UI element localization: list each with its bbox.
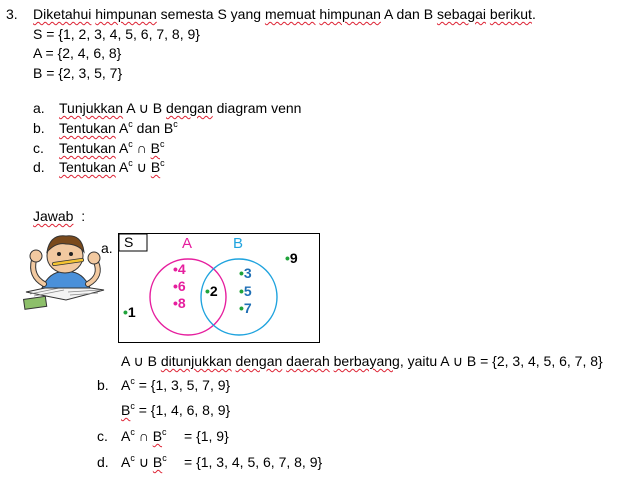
set-s: S = {1, 2, 3, 4, 5, 6, 7, 8, 9} (33, 26, 200, 42)
venn-element: •6 (173, 278, 186, 294)
venn-element: •3 (239, 265, 252, 281)
venn-element: •5 (239, 283, 252, 299)
question-number: 3. (6, 6, 18, 22)
answer-c-value: = {1, 9} (184, 428, 229, 444)
answer-c-expr: $A^c$ ∩ $B^c$ (121, 427, 167, 444)
student-clipart-icon (20, 230, 108, 316)
answer-a-letter: a. (101, 240, 113, 256)
venn-element: •4 (173, 261, 186, 277)
universe-label: S (124, 234, 134, 250)
venn-diagram (118, 233, 320, 343)
venn-element: •8 (173, 295, 186, 311)
venn-element: •9 (285, 250, 298, 266)
task-d-letter: d. (33, 159, 45, 175)
task-c-text: Tentukan $A^c$ ∩ $B^c$ (59, 139, 165, 156)
task-a-text: Tunjukkan A ∪ B dengan diagram venn (59, 100, 302, 116)
venn-element: •7 (239, 300, 252, 316)
answer-b-bc: $B^c = \{1$, 4, 6, 8, 9} (121, 401, 231, 418)
venn-element: •2 (205, 283, 218, 299)
answer-d-value: = {1, 3, 4, 5, 6, 7, 8, 9} (184, 454, 323, 470)
set-b-label: B (233, 235, 244, 252)
task-d-text: Tentukan $A^c$ ∪ $B^c$ (59, 158, 165, 175)
venn-element: •1 (123, 304, 136, 320)
answer-d-letter: d. (97, 454, 109, 470)
answer-b-ac: $A^c = \{1$, 3, 5, 7, 9} (121, 376, 231, 393)
answer-b-letter: b. (97, 377, 109, 393)
task-c-letter: c. (33, 140, 44, 156)
task-b-text: Tentukan $A^c$ dan $B^c$ (59, 119, 178, 136)
task-a-letter: a. (33, 100, 45, 116)
set-a: A = {2, 4, 6, 8} (33, 45, 122, 61)
answer-a-text: A ∪ B ditunjukkan dengan daerah berbayang, yaitu A ∪ B = {2, 3, 4, 5, 6, 7, 8} (121, 353, 603, 369)
answer-d-expr: $A^c$ ∪ $B^c$ (121, 453, 167, 470)
answer-label: Jawab : (33, 208, 86, 224)
task-b-letter: b. (33, 120, 45, 136)
set-a-label: A (182, 235, 193, 252)
answer-c-letter: c. (97, 428, 108, 444)
set-b: B = {2, 3, 5, 7} (33, 65, 123, 81)
question-intro: Diketahui himpunan semesta S yang memuat himpunan A dan B sebagai berikut. (33, 6, 536, 22)
